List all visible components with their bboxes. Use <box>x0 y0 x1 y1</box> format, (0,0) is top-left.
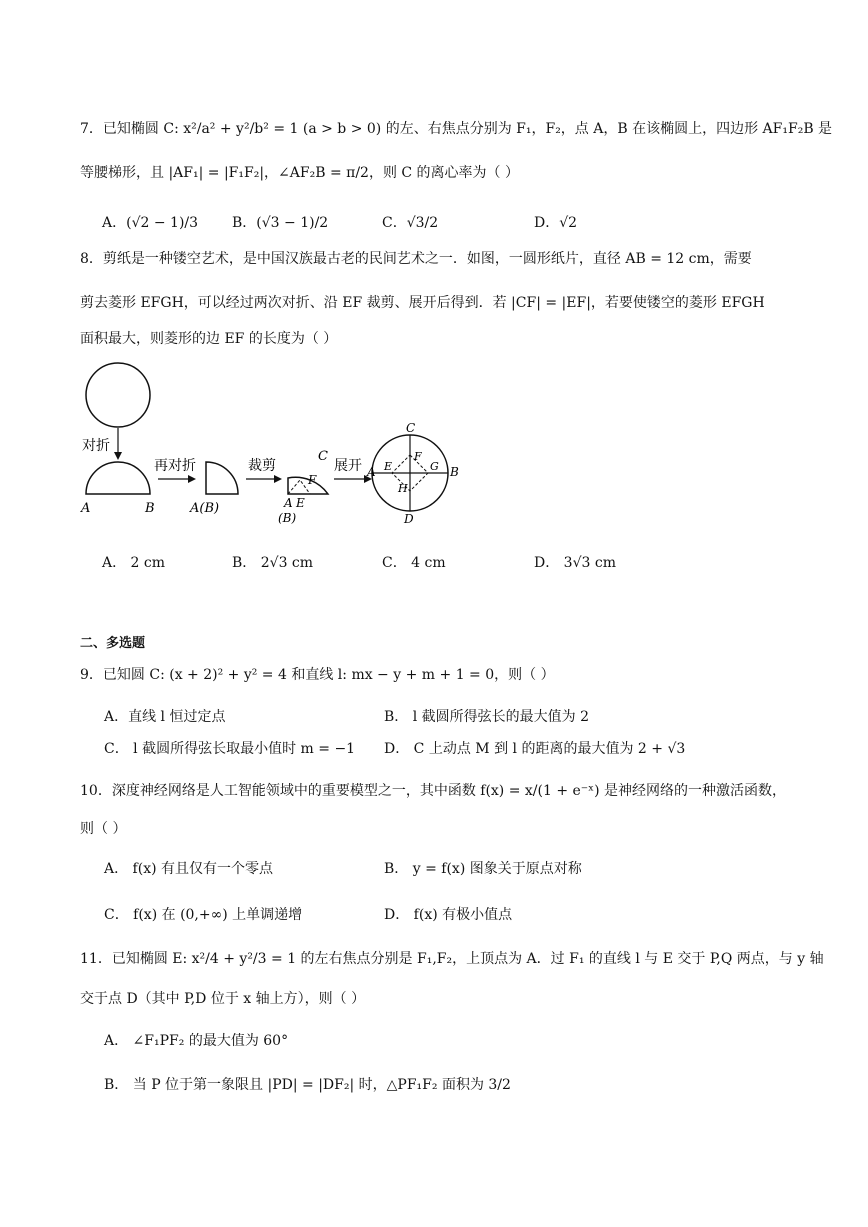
cut-label: 裁剪 <box>248 458 276 474</box>
semicircle-shape <box>86 462 150 494</box>
q10-option-a: A． f(x) 有且仅有一个零点 <box>104 861 274 877</box>
label-b-2: B <box>450 465 459 479</box>
label-c: C <box>318 449 328 464</box>
q9-option-b: B． l 截圆所得弦长的最大值为 2 <box>384 709 590 725</box>
label-a-b: A(B) <box>190 501 220 516</box>
arrow-right-icon <box>274 475 282 483</box>
label-f: F <box>308 473 317 487</box>
q10-line2: 则（ ） <box>80 821 127 837</box>
label-e-2: E <box>384 460 393 473</box>
label-e: E <box>296 496 305 510</box>
q7-line1: 7．已知椭圆 C: x²/a² + y²/b² = 1 (a > b > 0) 的左、右焦点分别为 F₁，F₂，点 A，B 在该椭圆上，四边形 AF₁F₂B 是 <box>80 121 833 137</box>
label-b: B <box>145 501 155 516</box>
fold-label-2: 再对折 <box>154 458 196 474</box>
arrow-down-icon <box>114 452 122 460</box>
q7-option-b: B．(√3 − 1)/2 <box>232 215 329 231</box>
q8-option-d: D． 3√3 cm <box>534 555 616 571</box>
label-a-3: A <box>367 465 376 479</box>
section-header-multiple-choice: 二、多选题 <box>80 636 146 651</box>
q8-option-a: A． 2 cm <box>102 555 166 571</box>
q7-option-c: C．√3/2 <box>382 215 439 231</box>
q11-line2: 交于点 D（其中 P,D 位于 x 轴上方），则（ ） <box>80 991 366 1007</box>
fold-label-1: 对折 <box>82 438 110 454</box>
unfold-label: 展开 <box>334 458 362 474</box>
label-a: A <box>81 501 91 516</box>
q9-option-d: D． C 上动点 M 到 l 的距离的最大值为 2 + √3 <box>384 741 686 757</box>
label-c-2: C <box>406 421 416 435</box>
q11-line1: 11．已知椭圆 E: x²/4 + y²/3 = 1 的左右焦点分别是 F₁,F₂，上顶点为 A．过 F₁ 的直线 l 与 E 交于 P,Q 两点，与 y 轴 <box>80 951 824 967</box>
label-a-2: A <box>284 496 293 510</box>
q8-line3: 面积最大，则菱形的边 EF 的长度为（ ） <box>80 331 338 347</box>
q8-option-b: B． 2√3 cm <box>232 555 314 571</box>
q8-line1: 8．剪纸是一种镂空艺术，是中国汉族最古老的民间艺术之一．如图，一圆形纸片，直径 AB = 12 cm，需要 <box>80 251 752 267</box>
label-f-2: F <box>414 450 422 463</box>
q8-line2: 剪去菱形 EFGH，可以经过两次对折、沿 EF 裁剪、展开后得到．若 |CF| = |EF|，若要使镂空的菱形 EFGH <box>80 295 765 311</box>
q7-line2: 等腰梯形，且 |AF₁| = |F₁F₂|，∠AF₂B = π/2，则 C 的离心率为（ ） <box>80 165 520 181</box>
q9-option-c: C． l 截圆所得弦长取最小值时 m = −1 <box>104 741 356 757</box>
cut-line <box>288 480 310 494</box>
label-b-paren: (B) <box>278 511 297 525</box>
label-g: G <box>430 460 439 473</box>
q10-option-c: C． f(x) 在 (0,+∞) 上单调递增 <box>104 907 303 923</box>
label-d: D <box>404 512 414 526</box>
paper-cutting-figure <box>78 360 498 530</box>
q7-option-d: D．√2 <box>534 215 578 231</box>
label-h: H <box>398 482 408 495</box>
q9-line1: 9．已知圆 C: (x + 2)² + y² = 4 和直线 l: mx − y + m + 1 = 0，则（ ） <box>80 667 555 683</box>
q9-option-a: A．直线 l 恒过定点 <box>104 709 226 725</box>
quarter-circle-shape <box>206 462 238 494</box>
q10-option-b: B． y = f(x) 图象关于原点对称 <box>384 861 582 877</box>
arrow-right-icon <box>188 475 196 483</box>
q11-option-a: A． ∠F₁PF₂ 的最大值为 60° <box>104 1033 289 1049</box>
q10-option-d: D． f(x) 有极小值点 <box>384 907 513 923</box>
q8-option-c: C． 4 cm <box>382 555 446 571</box>
q11-option-b: B． 当 P 位于第一象限且 |PD| = |DF₂| 时，△PF₁F₂ 面积为 3/2 <box>104 1077 511 1093</box>
paper-circle <box>86 363 150 427</box>
q7-option-a: A．(√2 − 1)/3 <box>102 215 199 231</box>
q10-line1: 10．深度神经网络是人工智能领域中的重要模型之一，其中函数 f(x) = x/(1 + e⁻ˣ) 是神经网络的一种激活函数， <box>80 783 787 799</box>
